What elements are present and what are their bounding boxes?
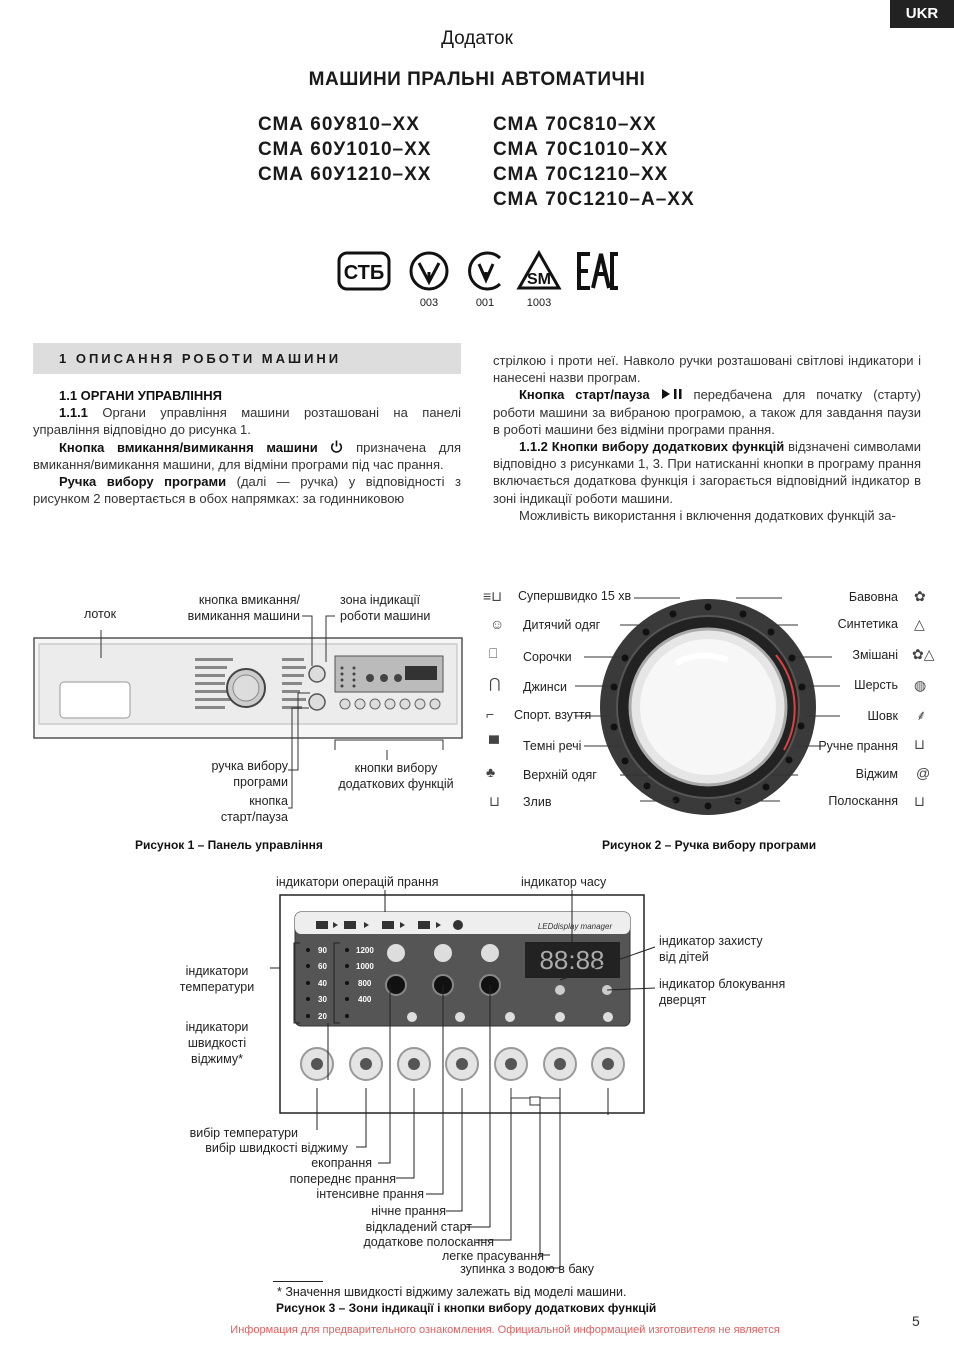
term: Кнопка вмикання/вимикання машини (59, 439, 318, 455)
paragraph (33, 404, 461, 438)
paragraph-text: передбачена для початку (старту) роботи машини за вибраною програмою, а також для завдання паузи в роботі машини без відміни програми прання. (493, 387, 921, 437)
program-label: Шерсть (854, 678, 898, 692)
outerwear-icon: ♣ (486, 764, 496, 780)
callout-label: вибір температури (189, 1126, 298, 1140)
temperature-value: 60 (318, 962, 327, 971)
term: Ручка вибору програми (59, 474, 227, 490)
paragraph-text: призначена для вмикання/вимикання машини, для відміни програми під час прання. (33, 439, 461, 472)
program-knob-figure (480, 580, 950, 820)
cotton-icon: ✿ (914, 588, 926, 604)
disclaimer: Информация для предварительного ознакомления. Официальной информацией изготовителя не является (230, 1324, 780, 1336)
temperature-value: 30 (318, 995, 327, 1004)
spin-icon: @ (916, 765, 931, 781)
temperature-value: 20 (318, 1012, 327, 1021)
text-column-left (33, 387, 461, 507)
paragraph (493, 386, 921, 438)
callout-label: відкладений старт (365, 1220, 472, 1234)
program-label: Супершвидко 15 хв (518, 589, 632, 603)
wash-indicators-label: індикатори операцій прання (276, 875, 439, 889)
svg-text:SM: SM (527, 271, 551, 288)
subsection-heading: 1.1 ОРГАНИ УПРАВЛІННЯ (59, 388, 223, 403)
time-indicator-label: індикатор часу (521, 875, 607, 889)
model-name: СМА 70С1010–ХХ (493, 139, 669, 160)
mixed-icon: ✿△ (912, 646, 935, 662)
temperature-value: 40 (318, 979, 327, 988)
models-right (493, 112, 695, 212)
figure-2-caption: Рисунок 2 – Ручка вибору програми (602, 838, 817, 852)
callout-label: нічне прання (371, 1204, 446, 1218)
model-name: СМА 70С1210–А–ХХ (493, 189, 695, 210)
tray-label: лоток (83, 607, 117, 621)
brand-label: LEDdisplay manager (537, 922, 613, 931)
model-name: СМА 70С1210–ХХ (493, 164, 669, 185)
paragraph-text: (далі — ручка) у відповідності з рисунком 2 повертається в обох напрямках: за годинниковою (33, 474, 462, 507)
paragraph-number: 1.1.1 (59, 405, 88, 421)
hand-wash-icon: ⊔ (914, 736, 925, 752)
section-heading: 1 ОПИСАННЯ РОБОТИ МАШИНИ (33, 343, 461, 374)
stb-mark-icon (336, 250, 392, 292)
program-label: Віджим (855, 767, 898, 781)
dark-clothes-icon: ▀ (489, 735, 499, 751)
rinse-icon: ⊔ (914, 793, 925, 809)
callout-label: легке прасування (441, 1249, 544, 1263)
program-label: Шовк (867, 709, 898, 723)
temperature-indicators-label: індикатори температури (179, 964, 255, 994)
model-name: СМА 60У1010–ХХ (258, 139, 432, 160)
cert-number: 1003 (526, 297, 552, 309)
power-icon (330, 440, 343, 453)
model-name: СМА 70С810–ХХ (493, 114, 657, 135)
program-label: Дитячий одяг (523, 618, 601, 632)
paragraph-text: стрілкою і проти неї. Навколо ручки розташовані світлові індикатори і нанесені назви програм. (493, 353, 921, 386)
callout-label: екопрання (311, 1156, 372, 1170)
synthetics-icon: △ (914, 616, 925, 632)
program-label: Ручне прання (818, 739, 898, 753)
knob-label: ручка вибору програми (211, 759, 288, 789)
drain-icon: ⊔ (489, 793, 500, 809)
callout-label: зупинка з водою в баку (460, 1262, 594, 1276)
program-label: Змішані (852, 648, 898, 662)
wool-icon: ◍ (914, 677, 927, 693)
program-label: Джинси (523, 680, 567, 694)
figure-1-caption: Рисунок 1 – Панель управління (135, 838, 323, 852)
text-column-right (493, 352, 921, 524)
program-label: Темні речі (523, 739, 582, 753)
document-title: МАШИНИ ПРАЛЬНІ АВТОМАТИЧНІ (308, 69, 646, 90)
jeans-icon: ⋂ (489, 675, 501, 691)
callout-label: попереднє прання (289, 1172, 396, 1186)
program-label: Бавовна (848, 590, 898, 604)
models-left (258, 112, 431, 187)
temperature-value: 90 (318, 946, 327, 955)
cert-number: 003 (419, 297, 439, 309)
shirt-icon: ⎕ (489, 645, 498, 661)
silk-icon: ⸙ (916, 707, 927, 723)
model-name: СМА 60У1210–ХХ (258, 164, 432, 185)
program-label: Злив (523, 795, 552, 809)
paragraph (33, 473, 461, 507)
power-button-label: кнопка вмикання/ вимикання машини (187, 593, 300, 623)
program-label: Спорт. взуття (514, 708, 592, 722)
spin-value: 400 (358, 995, 372, 1004)
svg-text:СТБ: СТБ (343, 262, 385, 284)
callout-label: вибір швидкості віджиму (205, 1141, 348, 1155)
callout-label: додаткове полоскання (363, 1235, 494, 1249)
cert-number: 001 (475, 297, 495, 309)
footnote: * Значення швидкості віджиму залежать від моделі машини. (277, 1285, 627, 1299)
paragraph-text: відзначені символами відповідно з рисунками 1, 3. При натисканні кнопки в програму прання включається додаткова функція і загорається відповідний індикатор в зоні індикації роботи машини. (493, 439, 921, 506)
appendix-label: Додаток (441, 28, 513, 49)
page-number: 5 (912, 1313, 920, 1329)
program-label: Полоскання (828, 794, 898, 808)
baby-clothes-icon: ☺ (490, 616, 505, 632)
start-pause-label: кнопка старт/пауза (220, 794, 288, 824)
sneakers-icon: ⌐ (486, 706, 495, 722)
model-name: СМА 60У810–ХХ (258, 114, 420, 135)
paragraph-text: Можливість використання і включення додаткових функцій за- (519, 507, 896, 523)
conformity-mark-icon (408, 250, 450, 292)
program-label: Сорочки (523, 650, 572, 664)
term: Кнопка старт/пауза (519, 387, 650, 403)
figure-3-caption: Рисунок 3 – Зони індикації і кнопки вибору додаткових функцій (276, 1301, 657, 1315)
paragraph-text: Органи управління машини розташовані на панелі управління відповідно до рисунка 1. (33, 405, 461, 438)
program-label: Верхній одяг (523, 768, 597, 782)
callout-label: інтенсивне прання (316, 1187, 424, 1201)
door-lock-label: індикатор блокування дверцят (659, 977, 786, 1007)
paragraph (33, 439, 461, 473)
spin-value: 1200 (356, 946, 374, 955)
eac-mark-icon (576, 250, 620, 292)
spin-value: 1000 (356, 962, 374, 971)
child-lock-label: індикатор захисту від дітей (659, 934, 763, 964)
spin-value: 800 (358, 979, 372, 988)
conformity-mark-icon (464, 250, 506, 292)
extra-buttons-label: кнопки вибору додаткових функцій (338, 761, 454, 791)
term: 1.1.2 Кнопки вибору додаткових функцій (519, 439, 785, 455)
time-display: 88:88 (539, 945, 605, 975)
superfast-icon: ≡⊔ (483, 588, 503, 604)
spin-indicators-label: індикатори швидкості віджиму* (185, 1020, 249, 1066)
footnote-rule (273, 1281, 323, 1282)
display-zone-label: зона індикації роботи машини (340, 593, 431, 623)
safety-mark-icon (516, 250, 562, 292)
paragraph (493, 438, 921, 507)
program-label: Синтетика (837, 617, 898, 631)
language-tab: UKR (890, 0, 954, 28)
start-pause-icon (661, 388, 683, 400)
